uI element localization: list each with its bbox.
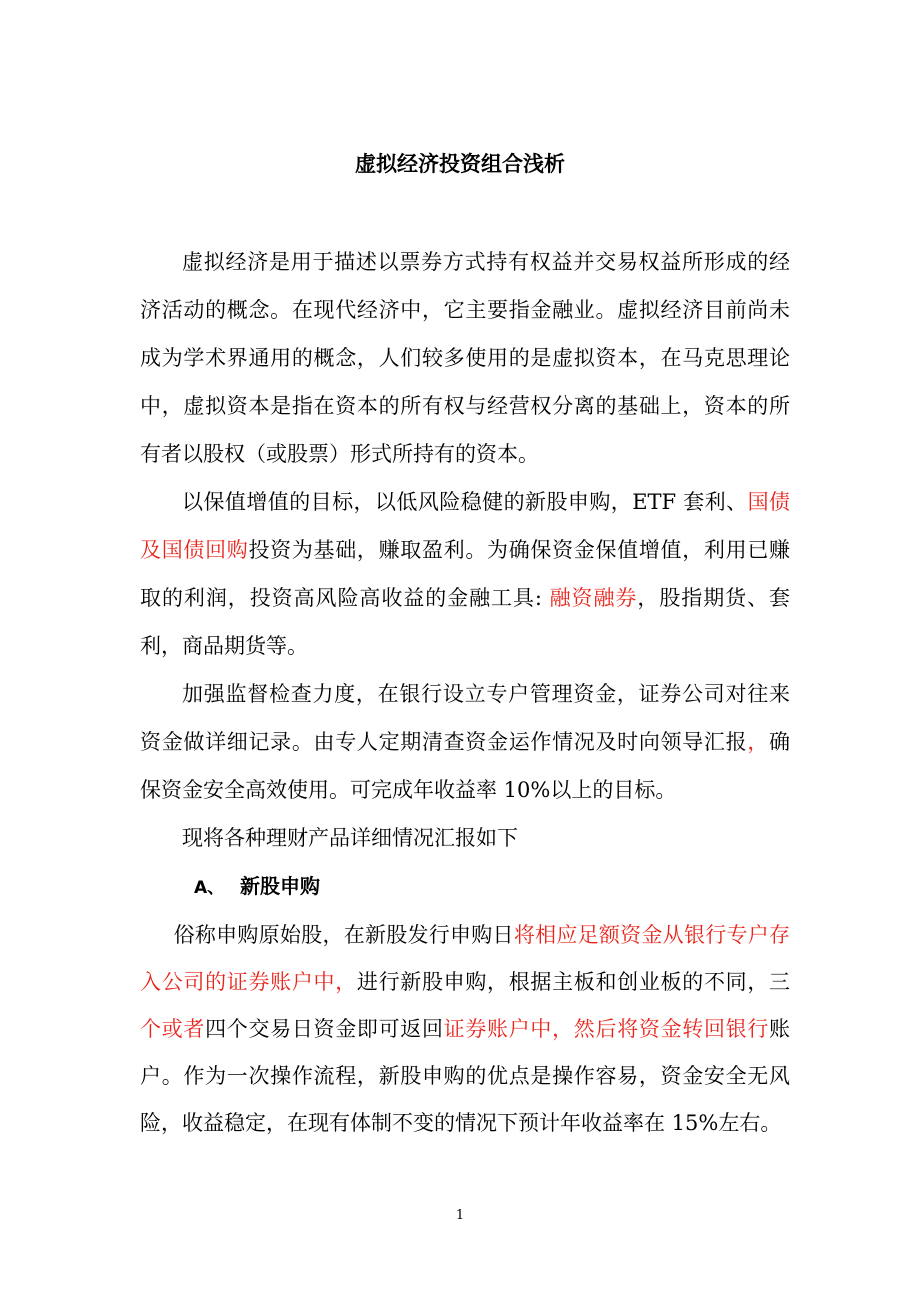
document-body bbox=[140, 238, 790, 1147]
section-a-text-4: 账户。作为一次操作流程，新股申购的优点是操作容易，资金安全无风险，收益稳定，在现有体制不变的情况下预计年收益率在 15%左右。 bbox=[140, 1017, 791, 1135]
paragraph-3-text-2: 确保资金安全高效使用。可完成年收益率 10%以上的目标。 bbox=[140, 730, 791, 802]
page-number: 1 bbox=[455, 1208, 465, 1223]
section-a-text-1: 俗称申购原始股，在新股发行申购日 bbox=[173, 923, 514, 947]
section-a-paragraph bbox=[140, 912, 790, 1147]
section-a-heading bbox=[140, 862, 790, 912]
section-a-text-2: 进行新股申购，根据主板和创业板的不同，三 bbox=[356, 970, 791, 994]
paragraph-investment-goal bbox=[140, 478, 790, 670]
section-a-highlight-or: 个或者 bbox=[140, 1017, 206, 1041]
section-a-highlight-deposit: 将相应足额资金从银行专户存入公司的证券账户中， bbox=[140, 923, 791, 994]
paragraph-3-text-1: 加强监督检查力度，在银行设立专户管理资金，证券公司对往来资金做详细记录。由专人定期清查资金运作情况及时向领导汇报 bbox=[140, 682, 790, 754]
paragraph-2-text-1: 以保值增值的目标，以低风险稳健的新股申购，ETF 套利、 bbox=[182, 490, 748, 514]
paragraph-report-intro: 现将各种理财产品详细情况汇报如下 bbox=[182, 826, 518, 850]
section-a-marker: A、 bbox=[194, 878, 225, 898]
paragraph-3-highlight-comma: ， bbox=[747, 730, 770, 754]
section-a-title: 新股申购 bbox=[240, 874, 320, 898]
paragraph-2-text-2: 投资为基础，赚取盈利。为确保资金保值增值，利用已赚取的利润，投资高风险高收益的金融工具: bbox=[140, 538, 791, 610]
paragraph-2-highlight-margin-trading: 融资融券 bbox=[549, 586, 638, 610]
document-title: 虚拟经济投资组合浅析 bbox=[355, 152, 565, 176]
section-a-highlight-return: 证券账户中，然后将资金转回银行 bbox=[443, 1017, 770, 1041]
paragraph-virtual-economy-definition: 虚拟经济是用于描述以票券方式持有权益并交易权益所形成的经济活动的概念。在现代经济中，它主要指金融业。虚拟经济目前尚未成为学术界通用的概念，人们较多使用的是虚拟资本，在马克思理论中，虚拟资本是指在资本的所有权与经营权分离的基础上，资本的所有者以股权（或股票）形式所持有的资本。 bbox=[140, 250, 790, 466]
paragraph-2-highlight-treasury-bonds: 国债及国债回购 bbox=[140, 490, 791, 562]
paragraph-supervision bbox=[140, 670, 790, 814]
paragraph-2-text-3: ，股指期货、套利，商品期货等。 bbox=[140, 586, 791, 658]
section-a-text-3: 四个交易日资金即可返回 bbox=[205, 1017, 444, 1041]
